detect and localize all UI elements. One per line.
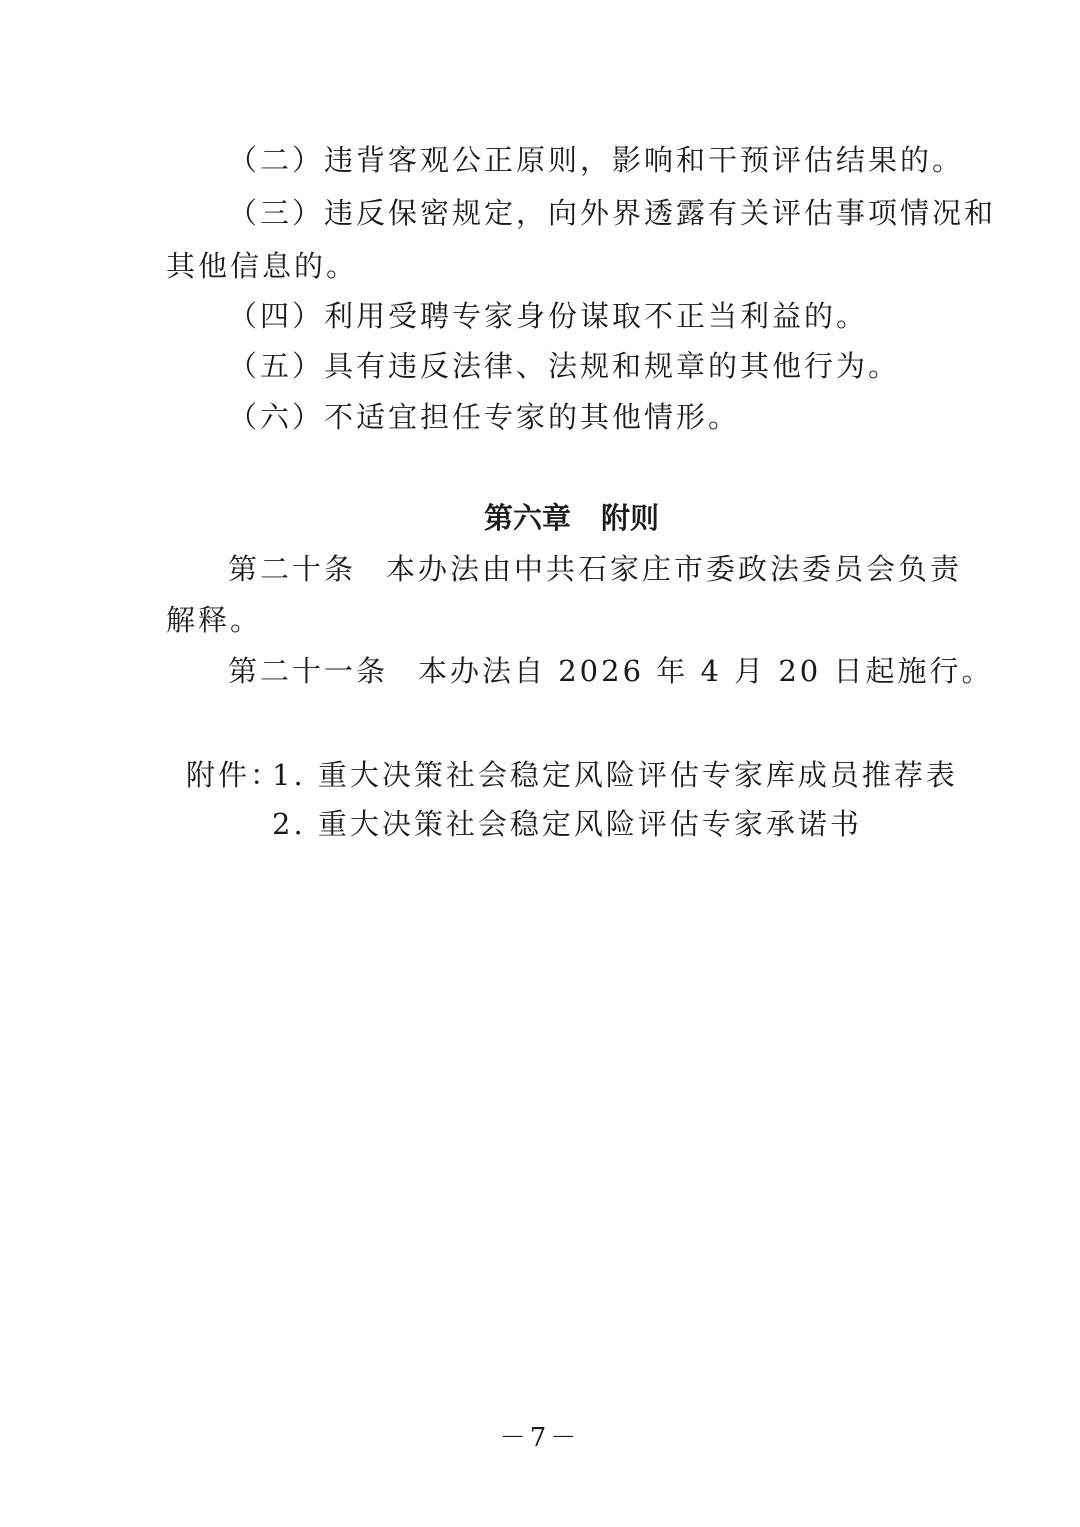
article-21-number: 第二十一条 — [228, 654, 389, 688]
article-21 — [228, 651, 993, 691]
chapter-heading — [484, 498, 659, 538]
article-21-text: 本办法自 2026 年 4 月 20 日起施行。 — [418, 654, 994, 688]
article-20-number: 第二十条 — [228, 552, 357, 586]
item-2-text: （二）违背客观公正原则，影响和干预评估结果的。 — [228, 143, 965, 177]
item-3-text-line1: （三）违反保密规定，向外界透露有关评估事项情况和 — [228, 196, 997, 230]
item-5-text: （五）具有违反法律、法规和规章的其他行为。 — [228, 349, 901, 383]
item-3-text-line2: 其他信息的。 — [166, 249, 359, 283]
item-6-text: （六）不适宜担任专家的其他情形。 — [228, 400, 741, 434]
chapter-number: 第六章 — [484, 501, 572, 535]
item-4-text: （四）利用受聘专家身份谋取不正当利益的。 — [228, 299, 869, 333]
attachment-2: 2. 重大决策社会稳定风险评估专家承诺书 — [272, 807, 862, 841]
article-20-text: 本办法由中共石家庄市委政法委员会负责 — [386, 552, 963, 586]
chapter-title: 附则 — [601, 501, 660, 535]
attachments-label: 附件： — [186, 758, 283, 792]
attachment-1: 1. 重大决策社会稳定风险评估专家库成员推荐表 — [272, 758, 958, 792]
article-20-line2: 解释。 — [166, 603, 263, 637]
article-20-line1 — [228, 549, 962, 589]
page-number: －7－ — [499, 1423, 581, 1453]
